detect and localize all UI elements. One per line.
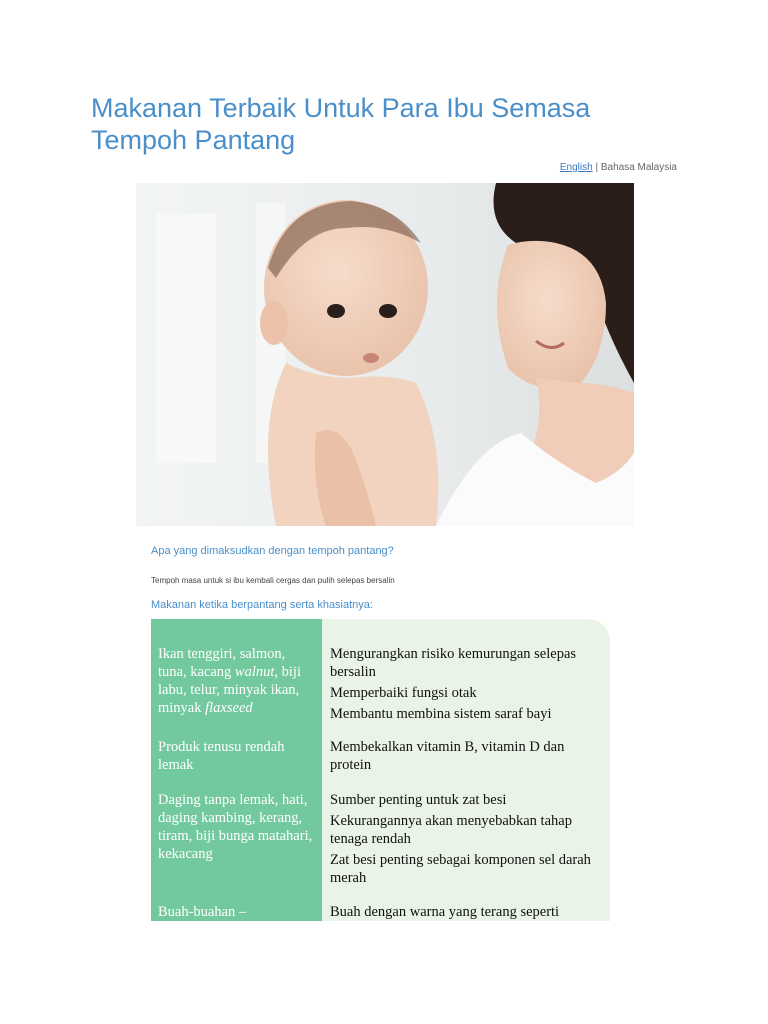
food-benefits-table: [151, 619, 610, 921]
benefit-item: Buah dengan warna yang terang seperti: [330, 904, 560, 920]
section-body-definition: Tempoh masa untuk si ibu kembali cergas dan pulih selepas bersalin: [151, 576, 395, 585]
table-cell-food: Buah-buahan –: [158, 904, 247, 920]
table-cell-benefits: [330, 903, 605, 921]
language-switcher: [560, 162, 677, 173]
section-heading-foods: Makanan ketika berpantang serta khasiatnya:: [151, 599, 373, 611]
language-current-malay: Bahasa Malaysia: [600, 162, 677, 173]
benefit-item: Zat besi penting sebagai komponen sel darah merah: [330, 852, 591, 886]
benefit-item: Kekurangannya akan menyebabkan tahap tenaga rendah: [330, 813, 572, 847]
section-heading-definition: Apa yang dimaksudkan dengan tempoh pantang?: [151, 545, 394, 557]
benefit-item: Sumber penting untuk zat besi: [330, 792, 507, 808]
table-cell-food: [158, 645, 316, 717]
table-cell-benefits: [330, 645, 605, 726]
language-link-english[interactable]: English: [559, 162, 593, 173]
hero-photo: [136, 183, 634, 526]
benefit-item: Membantu membina sistem saraf bayi: [330, 706, 552, 722]
table-cell-food: Daging tanpa lemak, hati, daging kambing, kerang, tiram, biji bunga matahari, kekacang: [158, 792, 313, 862]
table-cell-food-text: Ikan tenggiri, salmon, tuna, kacang walnut, biji labu, telur, minyak ikan, minyak flaxseed: [158, 646, 301, 716]
language-separator: |: [595, 162, 599, 173]
mother-and-baby-image: [136, 183, 634, 526]
page-title: Makanan Terbaik Untuk Para Ibu Semasa Tempoh Pantang: [91, 93, 591, 155]
table-cell-benefits: [330, 791, 605, 890]
table-cell-food: Produk tenusu rendah lemak: [158, 739, 285, 773]
table-cell-benefits: [330, 738, 605, 777]
benefit-item: Membekalkan vitamin B, vitamin D dan protein: [330, 739, 565, 773]
benefit-item: Memperbaiki fungsi otak: [330, 685, 477, 701]
benefit-item: Mengurangkan risiko kemurungan selepas bersalin: [330, 646, 577, 680]
